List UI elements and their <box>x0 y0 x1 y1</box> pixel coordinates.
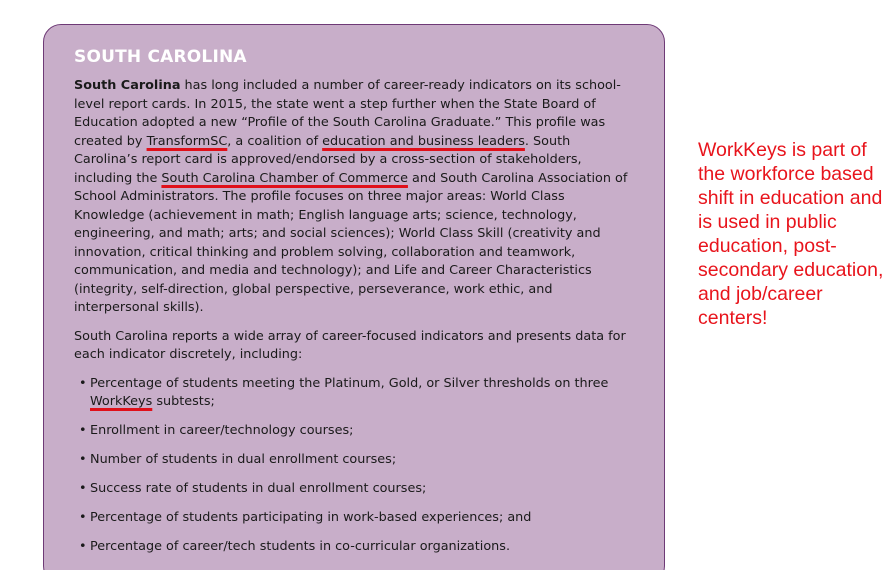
south-carolina-card <box>43 24 665 570</box>
list-item <box>74 480 634 498</box>
list-item-text: Success rate of students in dual enrollment courses; <box>90 480 427 496</box>
list-item <box>74 538 634 556</box>
indicators-intro-paragraph: South Carolina reports a wide array of career-focused indicators and presents data for each indicator discretely, including: <box>74 328 626 362</box>
text-span: and South Carolina Association of School Administrators. The profile focuses on three major areas: World Class Knowledge (achievement in math; English language arts; science, technology, engineering, and math; arts; and social sciences); World Class Skill (creativity and innovation, critical thinking and problem solving, collaboration and teamwork, communication, and media and technology); and Life and Career Characteristics (integrity, self-direction, global perspective, perseverance, work ethic, and interpersonal skills). <box>74 170 628 315</box>
bullet-dot: • <box>79 538 87 554</box>
bullet-dot: • <box>79 480 87 496</box>
list-item <box>74 509 634 527</box>
workkeys-underlined: WorkKeys <box>90 393 153 409</box>
list-item-text: subtests; <box>152 393 215 409</box>
list-item <box>74 375 634 411</box>
indicator-list <box>74 375 634 556</box>
list-item <box>74 422 634 440</box>
list-item-text: Number of students in dual enrollment courses; <box>90 451 397 467</box>
list-item-text: Percentage of students meeting the Platinum, Gold, or Silver thresholds on three <box>90 375 609 391</box>
text-span: , a coalition of <box>227 133 323 149</box>
state-name-bold: South Carolina <box>74 78 181 93</box>
bullet-dot: • <box>79 375 87 391</box>
list-item-text: Enrollment in career/technology courses; <box>90 422 354 438</box>
list-item-text: Percentage of students participating in work-based experiences; and <box>90 509 532 525</box>
text-span: has long included a number of career-ready indicators on its school-level report cards. In 2015, the state went a step further when the State Board of Education adopted a new “Profile of the South Carolina Graduate.” This profile was created by <box>74 78 621 149</box>
transformsc-underlined: TransformSC <box>146 133 228 149</box>
workkeys-annotation: WorkKeys is part of the workforce based shift in education and is used in public education, post-secondary education, and job/career centers! <box>698 139 884 329</box>
card-title: SOUTH CAROLINA <box>74 47 247 67</box>
text-span: . South Carolina’s report card is approved/endorsed by a cross-section of stakeholders, including the <box>74 133 582 186</box>
profile-paragraph <box>74 77 634 318</box>
chamber-of-commerce-underlined: South Carolina Chamber of Commerce <box>161 170 408 186</box>
bullet-dot: • <box>79 509 87 525</box>
list-item-text: Percentage of career/tech students in co-curricular organizations. <box>90 538 511 554</box>
list-item <box>74 451 634 469</box>
bullet-dot: • <box>79 451 87 467</box>
bullet-dot: • <box>79 422 87 438</box>
education-business-leaders-underlined: education and business leaders <box>322 133 525 149</box>
